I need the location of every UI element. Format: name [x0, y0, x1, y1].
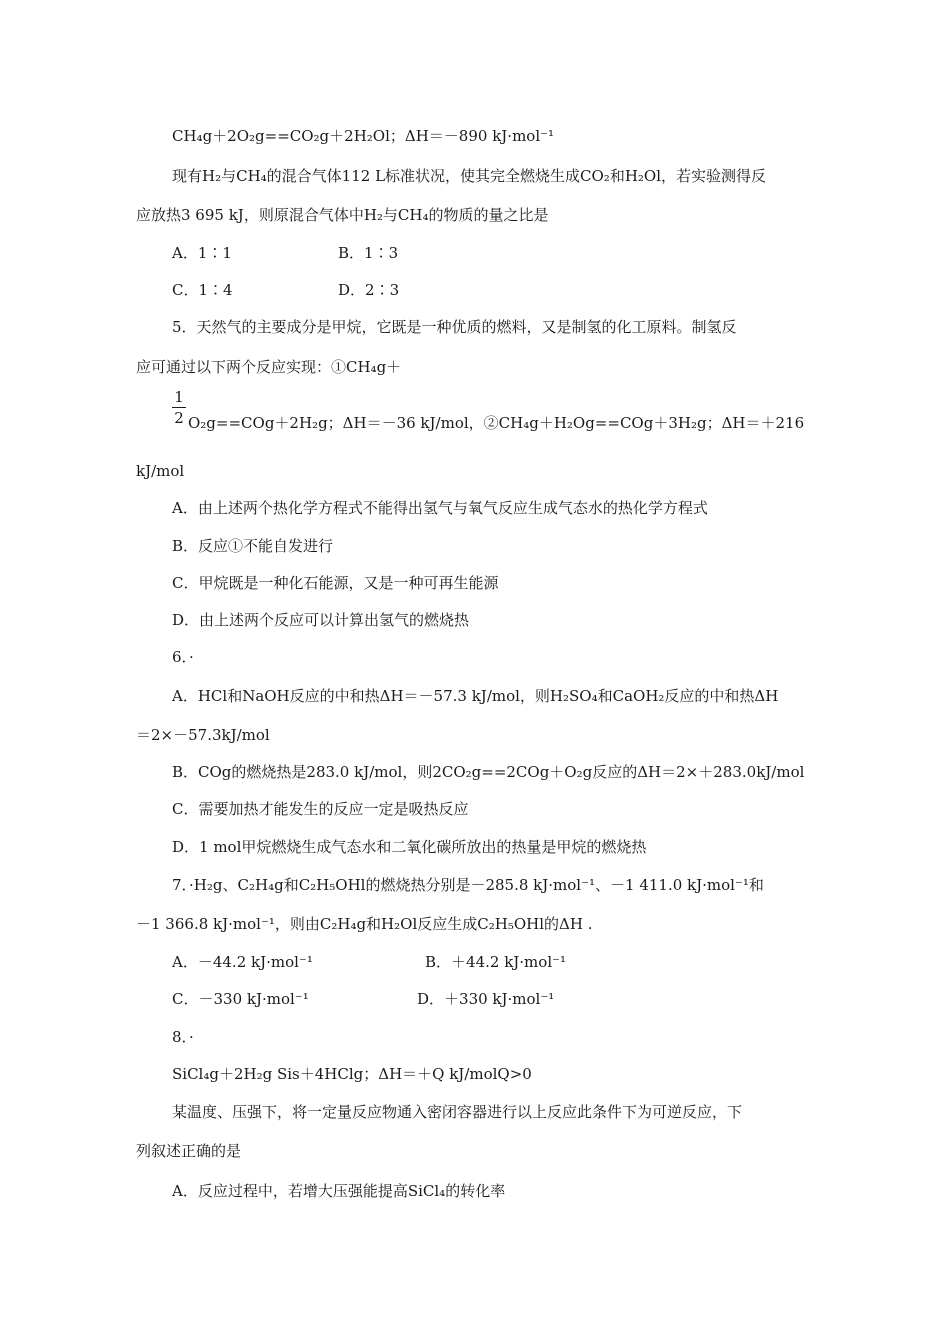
option-c: C．－330 kJ·mol⁻¹	[172, 990, 309, 1008]
option-a: A．反应过程中，若增大压强能提高SiCl₄的转化率	[172, 1182, 506, 1200]
option-a: A．由上述两个热化学方程式不能得出氢气与氧气反应生成气态水的热化学方程式	[172, 499, 708, 517]
option-a: A．－44.2 kJ·mol⁻¹	[172, 953, 313, 971]
fraction-one-half	[172, 388, 186, 427]
fraction-denominator: 2	[174, 409, 184, 427]
option-d: D．由上述两个反应可以计算出氢气的燃烧热	[172, 611, 470, 629]
option-b: B．＋44.2 kJ·mol⁻¹	[425, 953, 567, 971]
equation-line: SiCl₄g＋2H₂g Sis＋4HClg；ΔH＝＋Q kJ/molQ>0	[172, 1065, 532, 1083]
option-b: B．反应①不能自发进行	[172, 537, 334, 555]
equation-line: O₂g==COg＋2H₂g；ΔH＝－36 kJ/mol，②CH₄g＋H₂Og==COg＋3H₂g；ΔH＝＋216	[188, 414, 805, 432]
unit-line: kJ/mol	[136, 462, 185, 480]
option-a-cont: ＝2×－57.3kJ/mol	[136, 726, 270, 744]
option-d: D．＋330 kJ·mol⁻¹	[417, 990, 555, 1008]
question-6: 6．·	[172, 648, 194, 666]
question-7-cont: －1 366.8 kJ·mol⁻¹，则由C₂H₄g和H₂Ol反应生成C₂H₅OHl的ΔH .	[136, 915, 593, 933]
fraction-numerator: 1	[174, 388, 184, 406]
option-c: C．需要加热才能发生的反应一定是吸热反应	[172, 800, 469, 818]
option-c: C．甲烷既是一种化石能源，又是一种可再生能源	[172, 574, 499, 592]
option-b: B．1∶3	[338, 244, 399, 262]
option-a: A．1∶1	[172, 244, 232, 262]
question-5-cont: 应可通过以下两个反应实现：①CH₄g＋	[136, 358, 402, 376]
problem-text: 列叙述正确的是	[136, 1142, 242, 1160]
problem-text: 某温度、压强下，将一定量反应物通入密闭容器进行以上反应此条件下为可逆反应，下	[172, 1103, 743, 1121]
problem-text: 应放热3 695 kJ，则原混合气体中H₂与CH₄的物质的量之比是	[136, 206, 549, 224]
option-b: B．COg的燃烧热是283.0 kJ/mol，则2CO₂g==2COg＋O₂g反应的ΔH＝2×＋283.0kJ/mol	[172, 763, 805, 781]
question-5: 5．天然气的主要成分是甲烷，它既是一种优质的燃料，又是制氢的化工原料。制氢反	[172, 318, 737, 336]
option-d: D．2∶3	[338, 281, 400, 299]
equation-line: CH₄g＋2O₂g==CO₂g＋2H₂Ol；ΔH＝－890 kJ·mol⁻¹	[172, 127, 555, 145]
problem-text: 现有H₂与CH₄的混合气体112 L标准状况，使其完全燃烧生成CO₂和H₂Ol，若实验测得反	[172, 167, 767, 185]
option-a: A．HCl和NaOH反应的中和热ΔH＝－57.3 kJ/mol，则H₂SO₄和CaOH₂反应的中和热ΔH	[172, 687, 779, 705]
fraction-bar	[172, 407, 186, 408]
question-7: 7．·H₂g、C₂H₄g和C₂H₅OHl的燃烧热分别是－285.8 kJ·mol⁻¹、－1 411.0 kJ·mol⁻¹和	[172, 876, 764, 894]
option-c: C．1∶4	[172, 281, 233, 299]
option-d: D．1 mol甲烷燃烧生成气态水和二氧化碳所放出的热量是甲烷的燃烧热	[172, 838, 647, 856]
question-8: 8．·	[172, 1028, 194, 1046]
